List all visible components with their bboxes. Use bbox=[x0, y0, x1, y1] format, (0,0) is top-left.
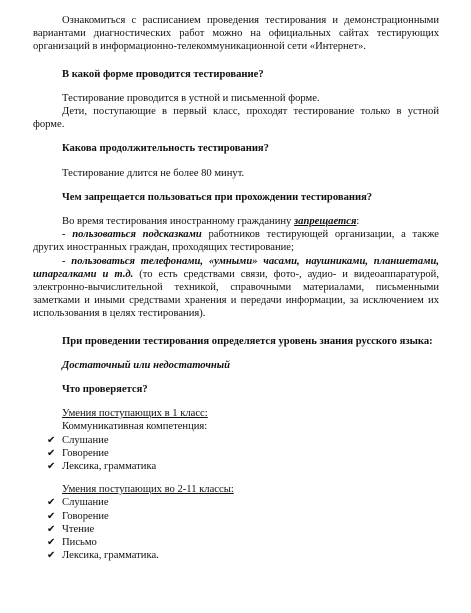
check-icon: ✔ bbox=[47, 434, 56, 446]
list-item-label: Говорение bbox=[62, 510, 109, 522]
heading-language-level: При проведении тестирования определяется уровень знания русского языка: bbox=[62, 335, 433, 347]
list-item-label: Чтение bbox=[62, 523, 95, 535]
prohibition-item-devices-emphasis: - пользоваться телефонами, «умными» часами, наушниками, планшетами, шпаргалками и т.д. bbox=[33, 255, 439, 280]
list-item-label: Письмо bbox=[62, 537, 97, 549]
list-item bbox=[33, 549, 439, 562]
check-icon: ✔ bbox=[47, 447, 56, 459]
check-icon: ✔ bbox=[47, 497, 56, 509]
document-page bbox=[33, 14, 439, 563]
heading-what-is-checked: Что проверяется? bbox=[62, 384, 148, 396]
test-duration-text: Тестирование длится не более 80 минут. bbox=[62, 167, 245, 179]
prohibition-item-hints-emphasis: - пользоваться подсказками bbox=[62, 229, 202, 241]
list-item bbox=[33, 447, 439, 460]
list-item bbox=[33, 523, 439, 536]
prohibition-item-devices-text: (то есть средствами связи, фото-, аудио- и видеоаппаратурой, электронно-вычислительной техникой, справочными материалами, письменными заметками и иными средствами хранения и передачи информации, за исключением их использования в целях тестирования). bbox=[33, 268, 439, 320]
list-item bbox=[33, 460, 439, 473]
test-form-text-1: Тестирование проводится в устной и письменной форме. bbox=[62, 92, 320, 104]
check-icon: ✔ bbox=[47, 550, 56, 562]
intro-paragraph: Ознакомиться с расписанием проведения тестирования и демонстрационными вариантами диагностических работ можно на официальных сайтах тестирующих организаций в информационно-телекоммуникационной сети «Интернет». bbox=[33, 15, 439, 53]
list-item-label: Слушание bbox=[62, 497, 109, 509]
heading-test-prohibitions: Чем запрещается пользоваться при прохождении тестирования? bbox=[62, 191, 373, 203]
list-item bbox=[33, 434, 439, 447]
prohibitions-lead bbox=[33, 215, 439, 228]
prohibitions-lead-text: Во время тестирования иностранному гражданину bbox=[62, 216, 295, 228]
prohibition-item-devices bbox=[33, 255, 439, 321]
check-icon: ✔ bbox=[47, 510, 56, 522]
list-item-label: Говорение bbox=[62, 447, 109, 459]
language-level-answer: Достаточный или недостаточный bbox=[62, 359, 231, 371]
list-item bbox=[33, 536, 439, 549]
prohibitions-lead-emphasis: запрещается bbox=[294, 216, 357, 228]
list-item-label: Лексика, грамматика bbox=[62, 461, 157, 473]
prohibitions-lead-colon: : bbox=[356, 216, 360, 228]
test-form-text-2: Дети, поступающие в первый класс, проходят тестирование только в устной форме. bbox=[33, 106, 439, 131]
prohibition-item-hints-text: работников тестирующей организации, а также других иностранных граждан, проходящих тестирование; bbox=[33, 229, 440, 254]
heading-test-form: В какой форме проводится тестирование? bbox=[62, 68, 264, 80]
check-icon: ✔ bbox=[47, 537, 56, 549]
grade2-skills-list bbox=[33, 496, 439, 562]
check-icon: ✔ bbox=[47, 523, 56, 535]
list-item-label: Лексика, грамматика. bbox=[62, 550, 159, 562]
grade1-subtitle: Коммуникативная компетенция: bbox=[62, 421, 208, 433]
grade1-skills-list bbox=[33, 434, 439, 474]
grade2-title: Умения поступающих во 2-11 классы: bbox=[62, 484, 234, 496]
heading-test-duration: Какова продолжительность тестирования? bbox=[62, 143, 269, 155]
list-item-label: Слушание bbox=[62, 434, 109, 446]
list-item bbox=[33, 496, 439, 509]
check-icon: ✔ bbox=[47, 461, 56, 473]
grade1-title: Умения поступающих в 1 класс: bbox=[62, 408, 208, 420]
prohibition-item-hints bbox=[33, 228, 439, 254]
list-item bbox=[33, 510, 439, 523]
